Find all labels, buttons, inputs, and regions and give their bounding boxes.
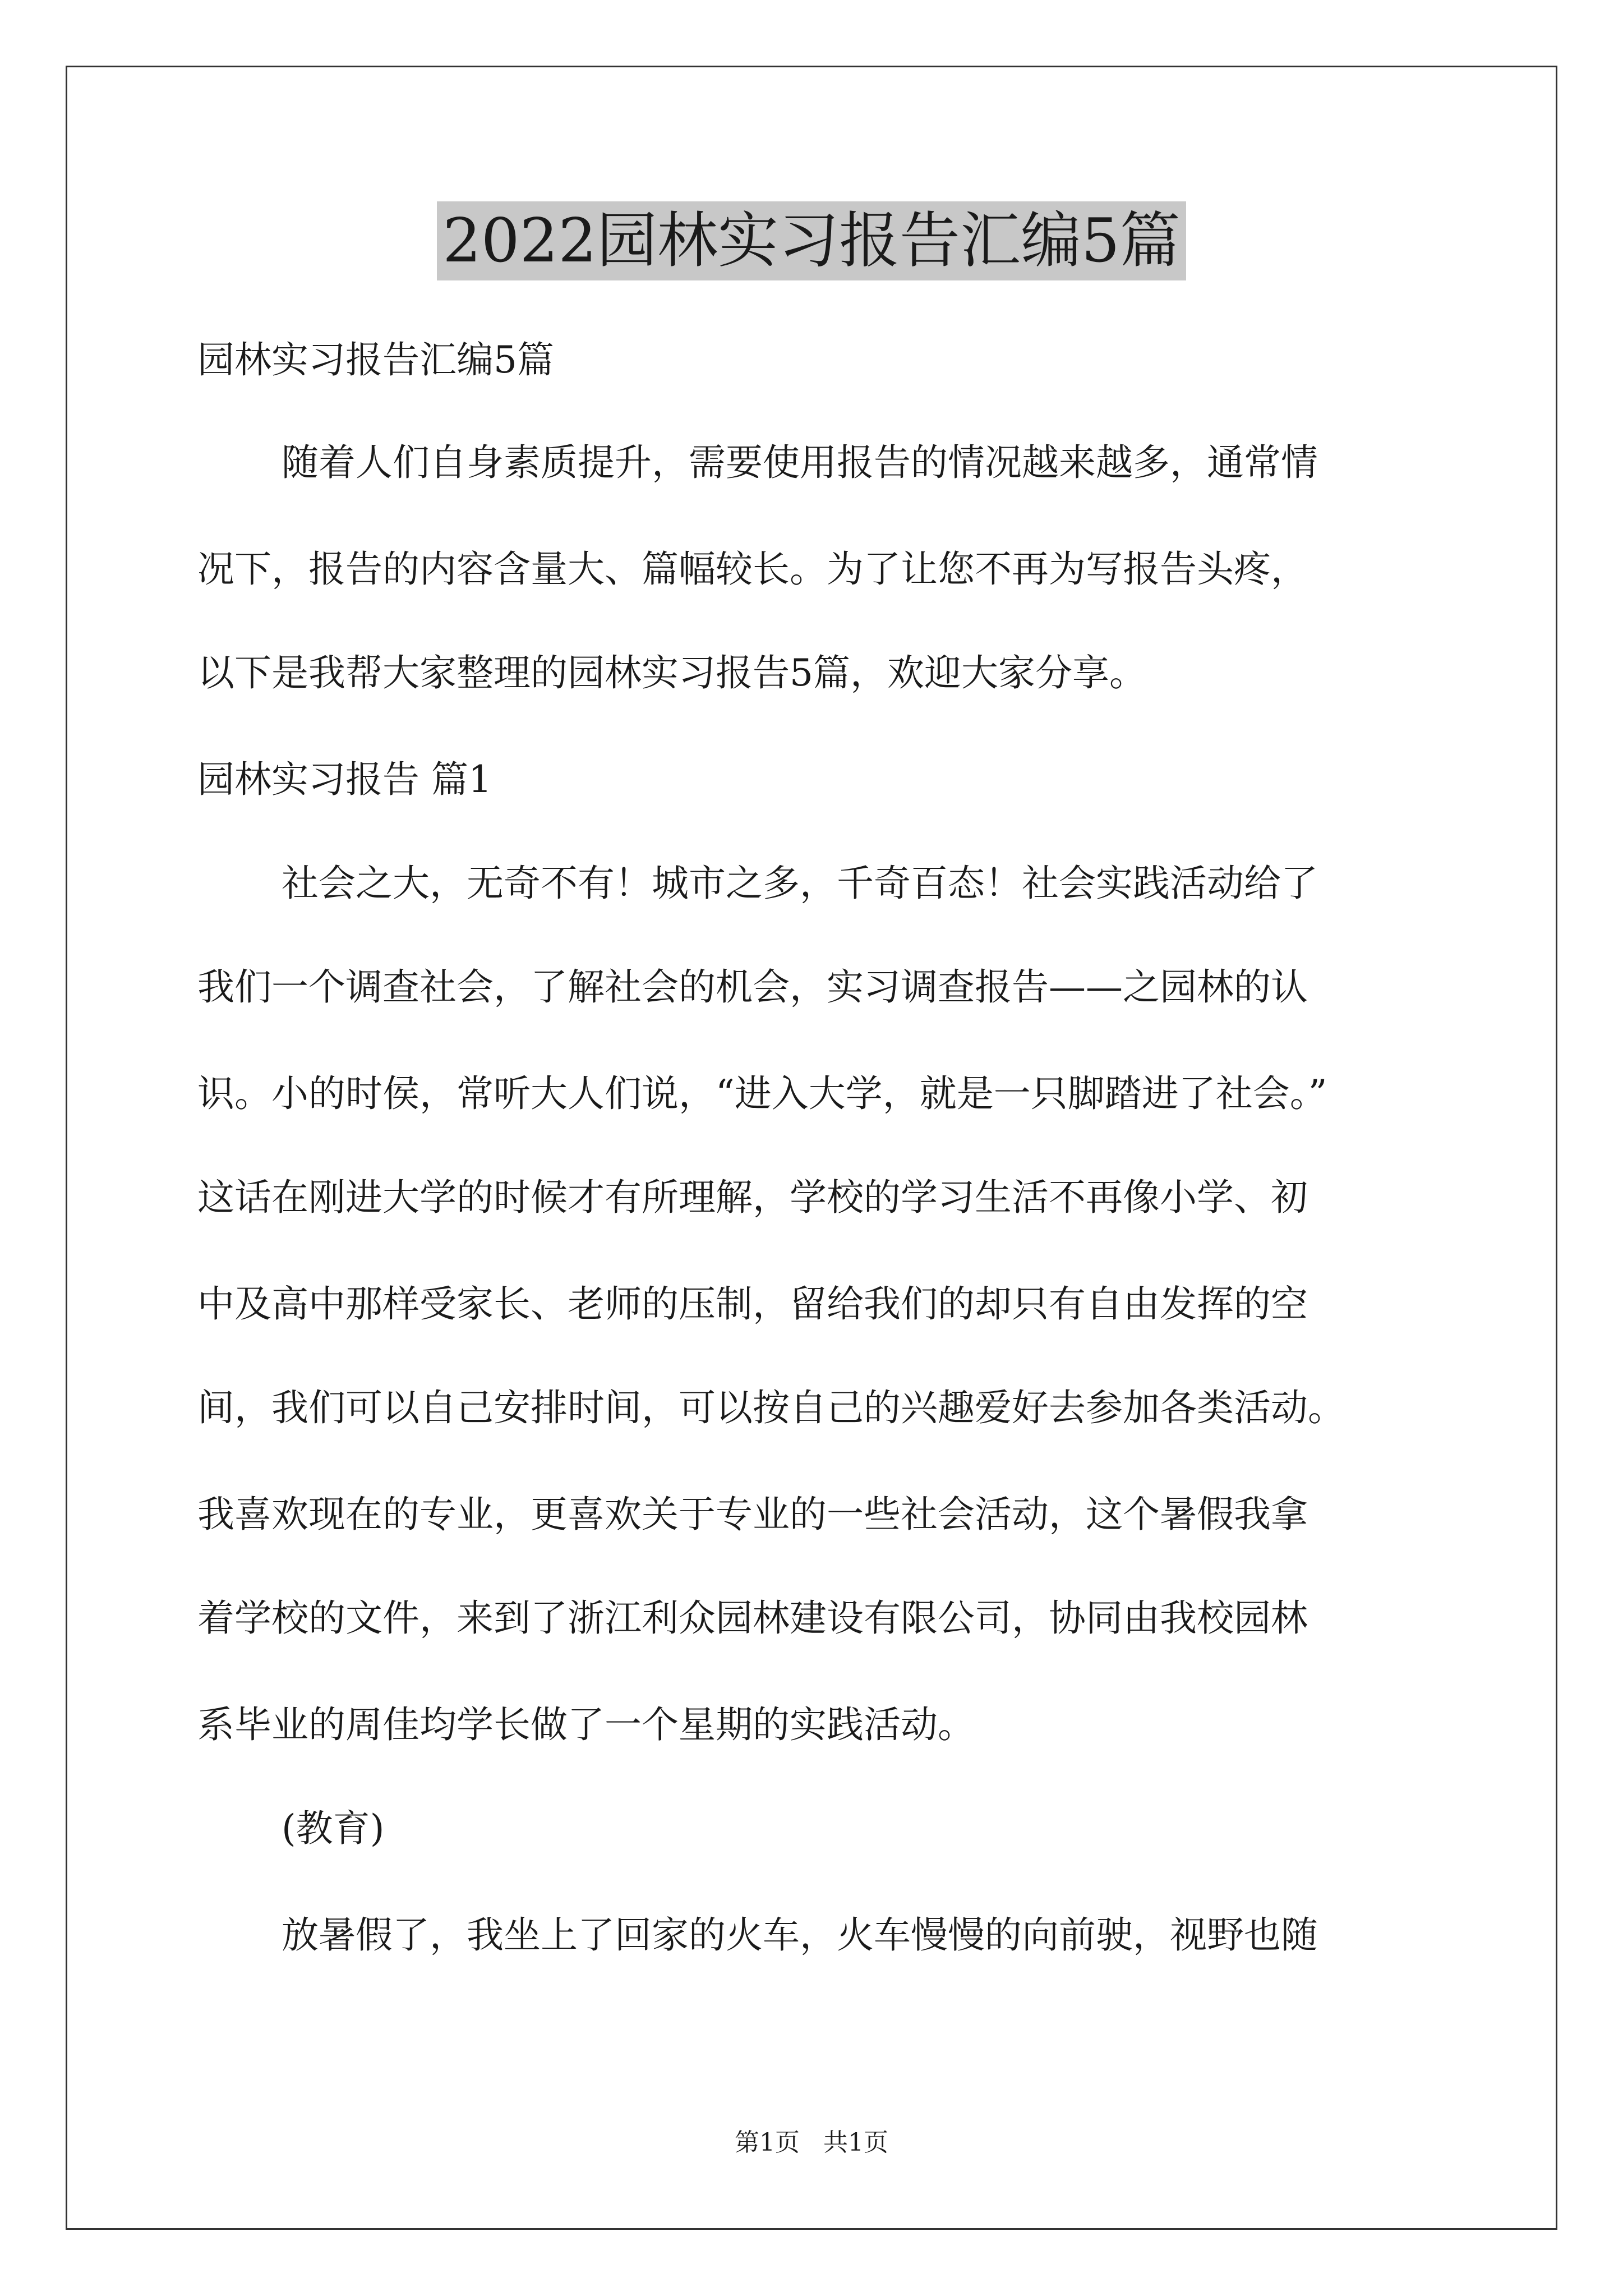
- body-line: 社会之大，无奇不有！城市之多，千奇百态！社会实践活动给了: [282, 862, 1318, 905]
- document-title-text: 2022园林实习报告汇编5篇: [437, 201, 1186, 280]
- body-line: 我们一个调查社会，了解社会的机会，实习调查报告——之园林的认: [197, 965, 1308, 1009]
- body-line: 间，我们可以自己安排时间，可以按自己的兴趣爱好去参加各类活动。: [197, 1386, 1345, 1429]
- body-line: 以下是我帮大家整理的园林实习报告5篇，欢迎大家分享。: [197, 651, 1146, 694]
- page-border: [66, 66, 1557, 2230]
- body-line: 我喜欢现在的专业，更喜欢关于专业的一些社会活动，这个暑假我拿: [197, 1493, 1308, 1536]
- body-line: 识。小的时侯，常听大人们说，“进入大学，就是一只脚踏进了社会。”: [197, 1072, 1327, 1115]
- body-line: 中及高中那样受家长、老师的压制，留给我们的却只有自由发挥的空: [197, 1282, 1308, 1326]
- document-title: [0, 199, 1623, 283]
- body-line: 随着人们自身素质提升，需要使用报告的情况越来越多，通常情: [282, 441, 1318, 484]
- page-number-footer: 第1页 共1页: [735, 2128, 888, 2157]
- body-line: (教育): [282, 1807, 385, 1850]
- body-line: 况下，报告的内容含量大、篇幅较长。为了让您不再为写报告头疼，: [197, 547, 1308, 591]
- body-line: 系毕业的周佳均学长做了一个星期的实践活动。: [197, 1703, 975, 1746]
- section-heading: 园林实习报告 篇1: [197, 758, 492, 801]
- body-line: 着学校的文件，来到了浙江利众园林建设有限公司，协同由我校园林: [197, 1596, 1308, 1640]
- subtitle-line: 园林实习报告汇编5篇: [197, 338, 554, 381]
- body-line: 放暑假了，我坐上了回家的火车，火车慢慢的向前驶，视野也随: [282, 1913, 1318, 1957]
- body-line: 这话在刚进大学的时候才有所理解，学校的学习生活不再像小学、初: [197, 1176, 1308, 1219]
